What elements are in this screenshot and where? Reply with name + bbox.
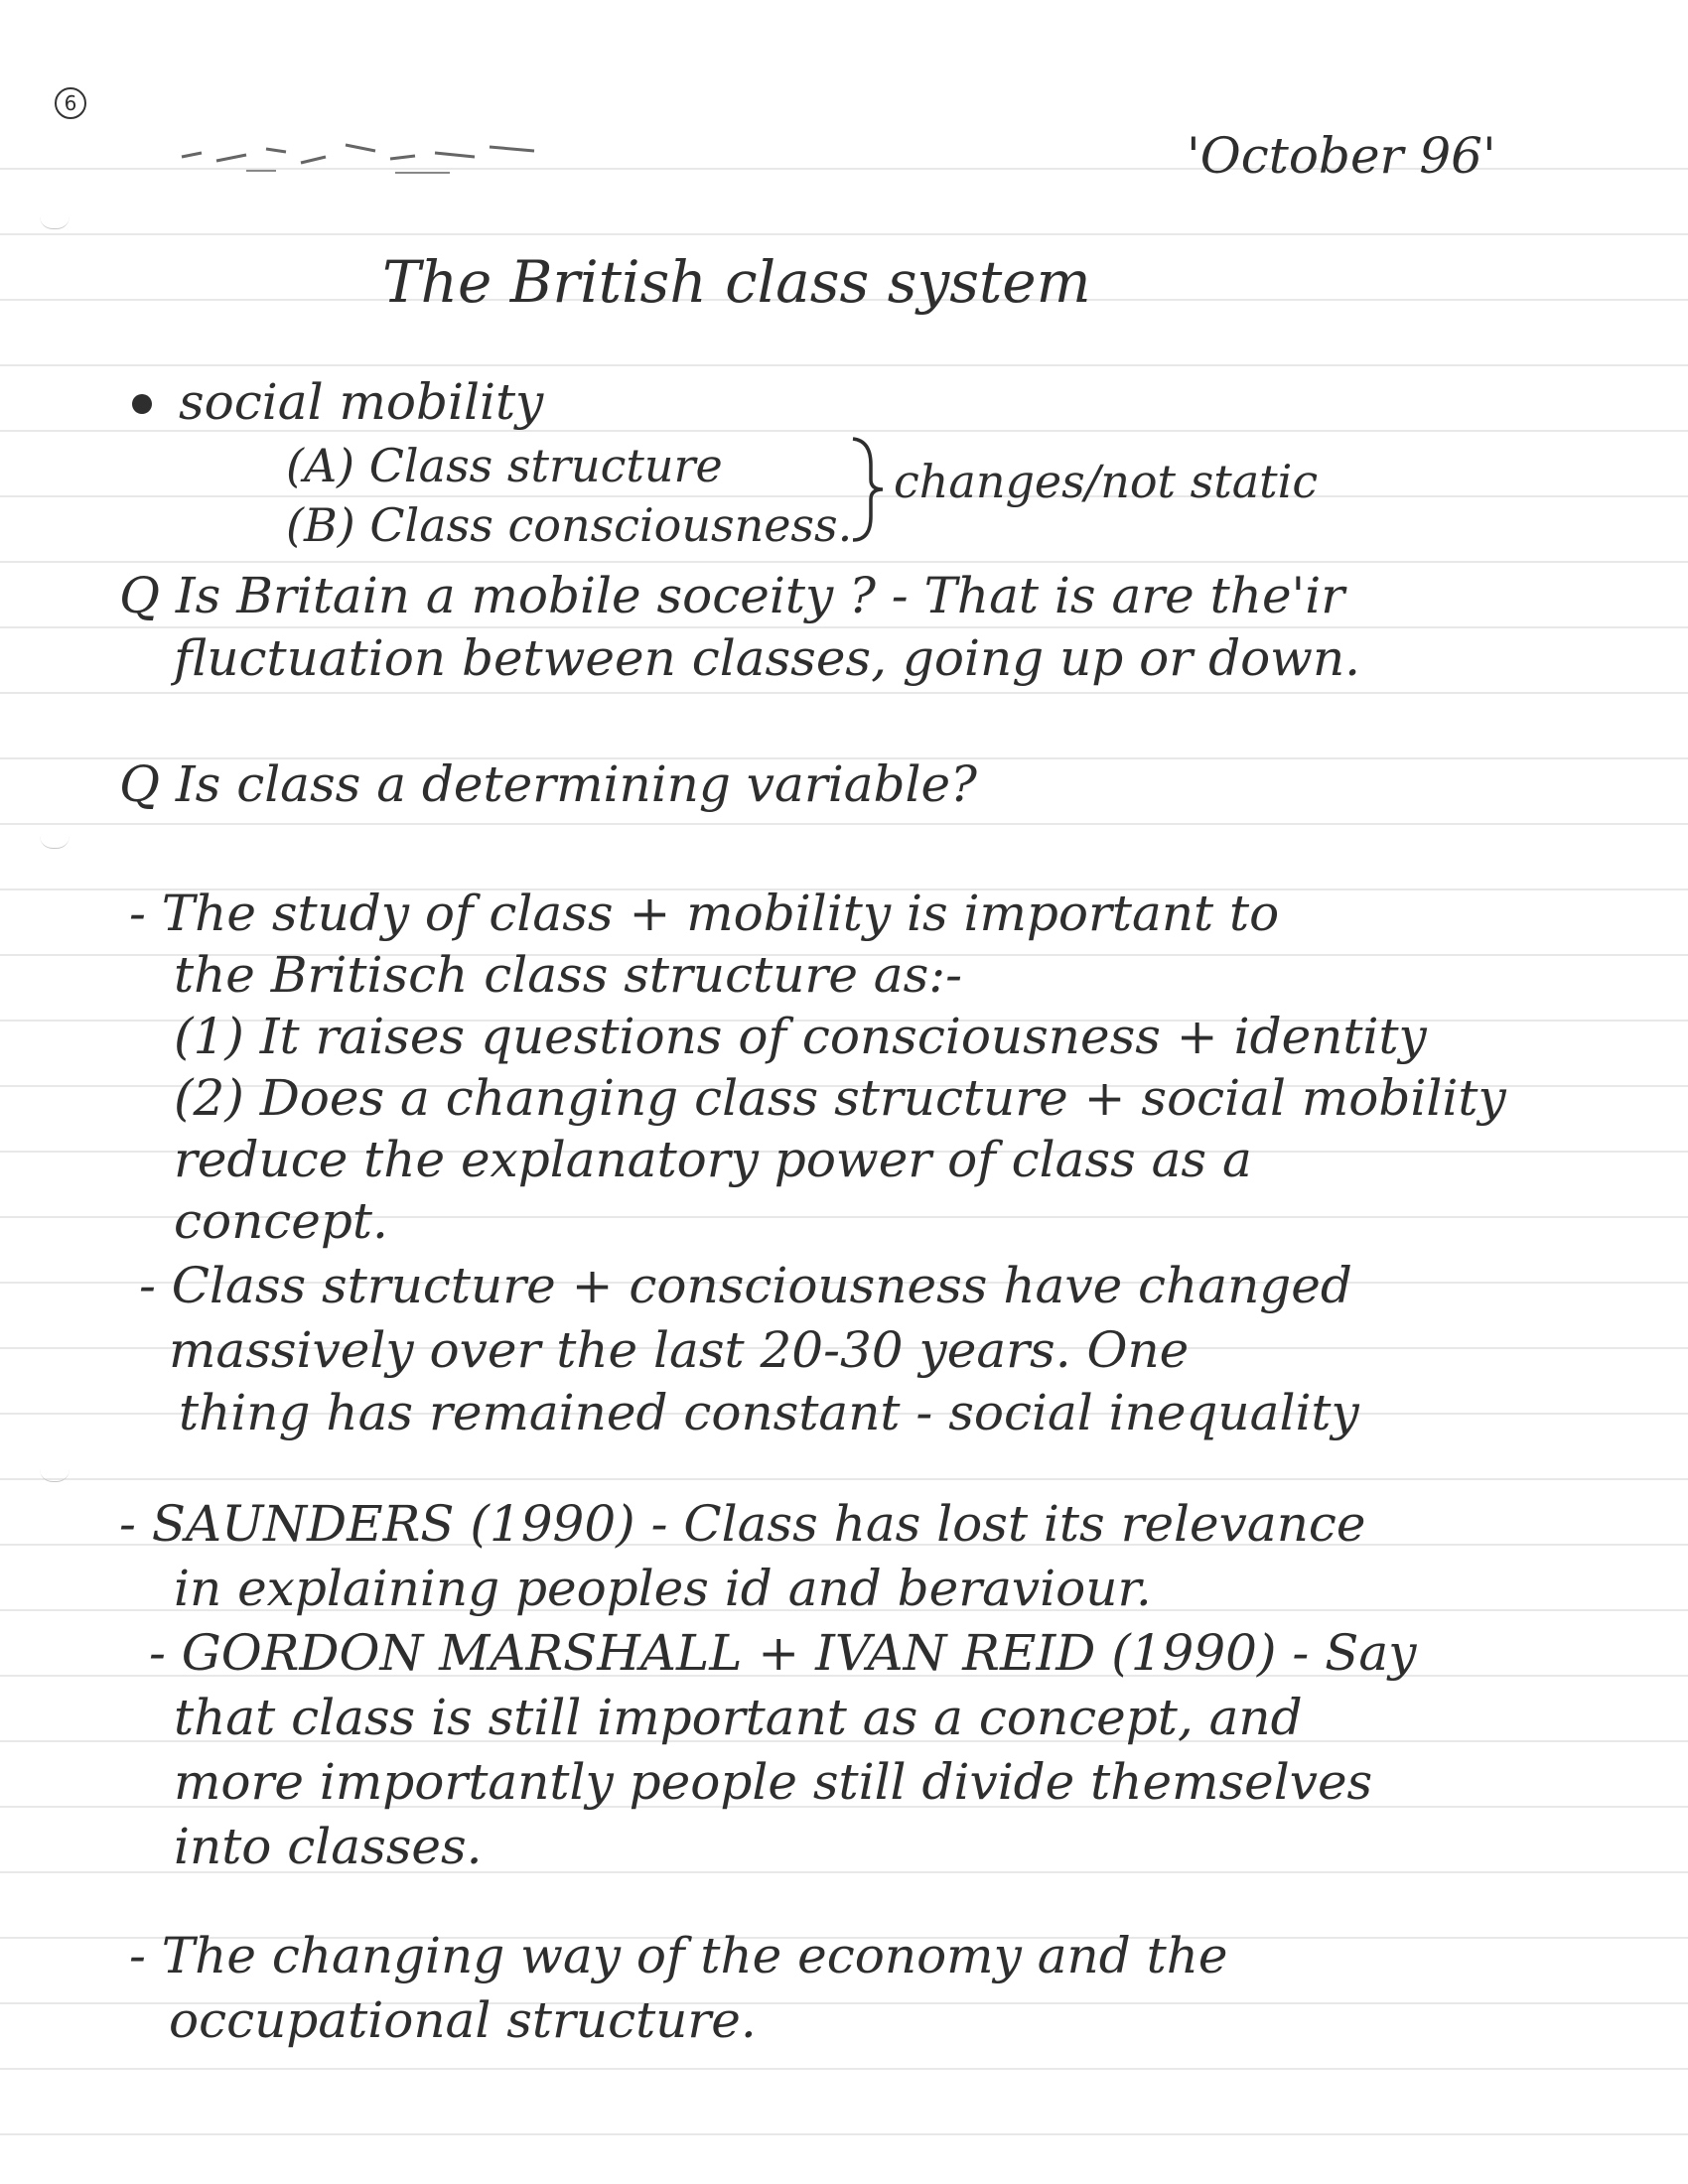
paragraph-5-line-2: occupational structure.	[169, 1991, 757, 2049]
question-2-line-1: Q Is class a determining variable?	[119, 755, 977, 813]
paragraph-4-line-2: that class is still important as a concept, and	[174, 1689, 1303, 1746]
paragraph-1-line-2: the Britisch class structure as:-	[174, 946, 963, 1004]
bullet-point	[132, 394, 152, 414]
paragraph-1-line-4: (2) Does a changing class structure + social mobility	[174, 1069, 1506, 1127]
paragraph-5-line-1: - The changing way of the economy and the	[129, 1927, 1228, 1984]
paragraph-1-line-6: concept.	[174, 1192, 388, 1250]
page-title: The British class system	[382, 248, 1091, 316]
brace-note: changes/not static	[894, 455, 1319, 508]
paragraph-4-line-1: - GORDON MARSHALL + IVAN REID (1990) - Say	[149, 1624, 1417, 1682]
paragraph-1-line-5: reduce the explanatory power of class as a	[174, 1131, 1252, 1188]
mobility-item-a: (A) Class structure	[286, 439, 723, 492]
question-1-line-2: fluctuation between classes, going up or down.	[174, 629, 1361, 687]
mobility-heading: social mobility	[179, 373, 544, 431]
paragraph-1-line-3: (1) It raises questions of consciousness + identity	[174, 1008, 1427, 1065]
mobility-item-b: (B) Class consciousness.	[286, 498, 853, 552]
paragraph-4-line-3: more importantly people still divide themselves	[174, 1753, 1373, 1811]
circled-number-icon: 6	[55, 87, 86, 119]
paragraph-3-line-2: in explaining peoples id and beraviour.	[174, 1560, 1152, 1617]
paragraph-2-line-1: - Class structure + consciousness have changed	[139, 1257, 1352, 1314]
date-note: 'October 96'	[1187, 127, 1496, 185]
paragraph-2-line-3: thing has remained constant - social inequality	[179, 1384, 1359, 1441]
paragraph-2-line-2: massively over the last 20-30 years. One	[169, 1321, 1190, 1379]
paragraph-3-line-1: - SAUNDERS (1990) - Class has lost its relevance	[119, 1495, 1366, 1553]
question-1-line-1: Q Is Britain a mobile soceity ? - That is are the'ir	[119, 567, 1345, 624]
paragraph-1-line-1: - The study of class + mobility is important to	[129, 885, 1280, 942]
paragraph-4-line-4: into classes.	[174, 1818, 483, 1875]
right-brace	[849, 435, 889, 544]
erased-scribble	[177, 127, 554, 177]
